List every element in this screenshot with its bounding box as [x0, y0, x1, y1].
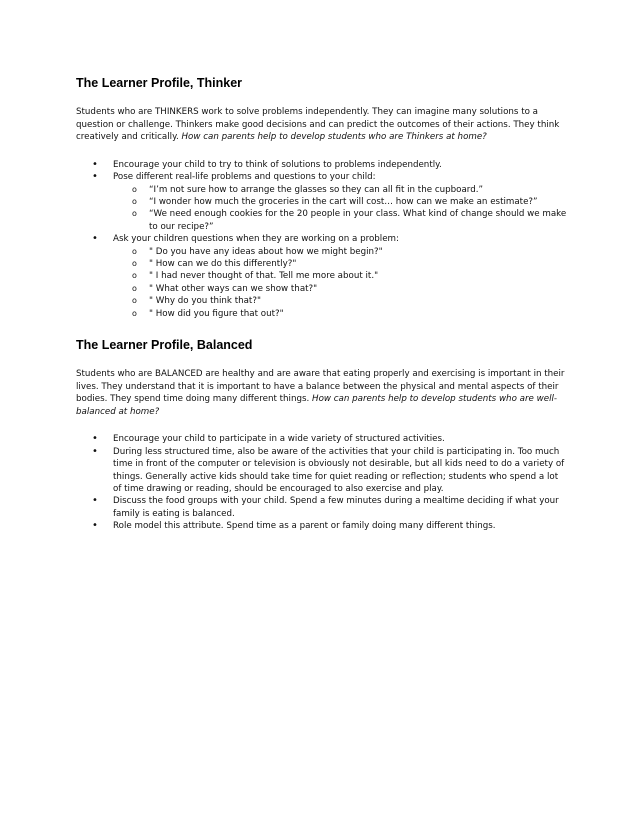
sub-list-item: o " I had never thought of that. Tell me more about it." [113, 270, 568, 282]
sub-list-item: o " How can we do this differently?" [113, 258, 568, 270]
thinker-paragraph-question: How can parents help to develop students who are Thinkers at home? [181, 132, 487, 143]
thinker-paragraph [76, 106, 568, 144]
balanced-paragraph-question: How can parents help to develop students who are well-balanced at home? [76, 394, 558, 417]
sub-list-item: o “We need enough cookies for the 20 people in your class. What kind of change should we make to our recipe?” [113, 208, 568, 233]
sub-list-item: o “I wonder how much the groceries in the cart will cost… how can we make an estimate?” [113, 196, 568, 208]
thinker-heading: The Learner Profile, Thinker [76, 76, 243, 90]
list-item: • Encourage your child to try to think of solutions to problems independently. [76, 159, 568, 171]
list-item: • Ask your children questions when they are working on a problem: o " Do you have any ideas about how we might begin?" o " How can we do this differently?" o " I had never thought of that. Tell me more about it." o " What other ways can we show that?" o " Why do you think that?" o " How did you figure that out?" [76, 233, 568, 320]
list-item: • Encourage your child to participate in a wide variety of structured activities. [76, 433, 568, 445]
balanced-paragraph [76, 368, 568, 418]
thinker-bullet-list [76, 159, 568, 320]
list-item: • Role model this attribute. Spend time as a parent or family doing many different things. [76, 520, 568, 532]
sub-list-item: o " What other ways can we show that?" [113, 283, 568, 295]
balanced-heading: The Learner Profile, Balanced [76, 338, 253, 353]
balanced-paragraph-text: Students who are BALANCED are healthy and are aware that eating properly and exercising is important in their lives. They understand that it is important to have a balance between the physical and mental aspects of their bodies. They spend time doing many different things. [76, 369, 565, 405]
sub-list-item: o " Why do you think that?" [113, 295, 568, 307]
thinker-paragraph-text: Students who are THINKERS work to solve problems independently. They can imagine many solutions to a question or challenge. Thinkers make good decisions and can predict the outcomes of their actions. They think creatively and critically. [76, 107, 560, 143]
ask-sublist [113, 246, 568, 320]
pose-sublist [113, 184, 568, 234]
sub-list-item: o “I’m not sure how to arrange the glasses so they can all fit in the cupboard.” [113, 184, 568, 196]
list-item: • During less structured time, also be aware of the activities that your child is participating in. Too much time in front of the computer or television is obviously not desirable, but all kids need to do a variety of things. Generally active kids should take time for quiet reading or reflection; students who spend a lot of time drawing or reading, should be encouraged to also exercise and play. [76, 446, 568, 496]
list-item: • Discuss the food groups with your child. Spend a few minutes during a mealtime deciding if what your family is eating is balanced. [76, 495, 568, 520]
list-item: • Pose different real-life problems and questions to your child: o “I’m not sure how to arrange the glasses so they can all fit in the cupboard.” o “I wonder how much the groceries in the cart will cost… how can we make an estimate?” o “We need enough cookies for the 20 people in your class. What kind of change should we make to our recipe?” [76, 171, 568, 233]
balanced-bullet-list [76, 433, 568, 532]
sub-list-item: o " Do you have any ideas about how we might begin?" [113, 246, 568, 258]
sub-list-item: o " How did you figure that out?" [113, 308, 568, 320]
